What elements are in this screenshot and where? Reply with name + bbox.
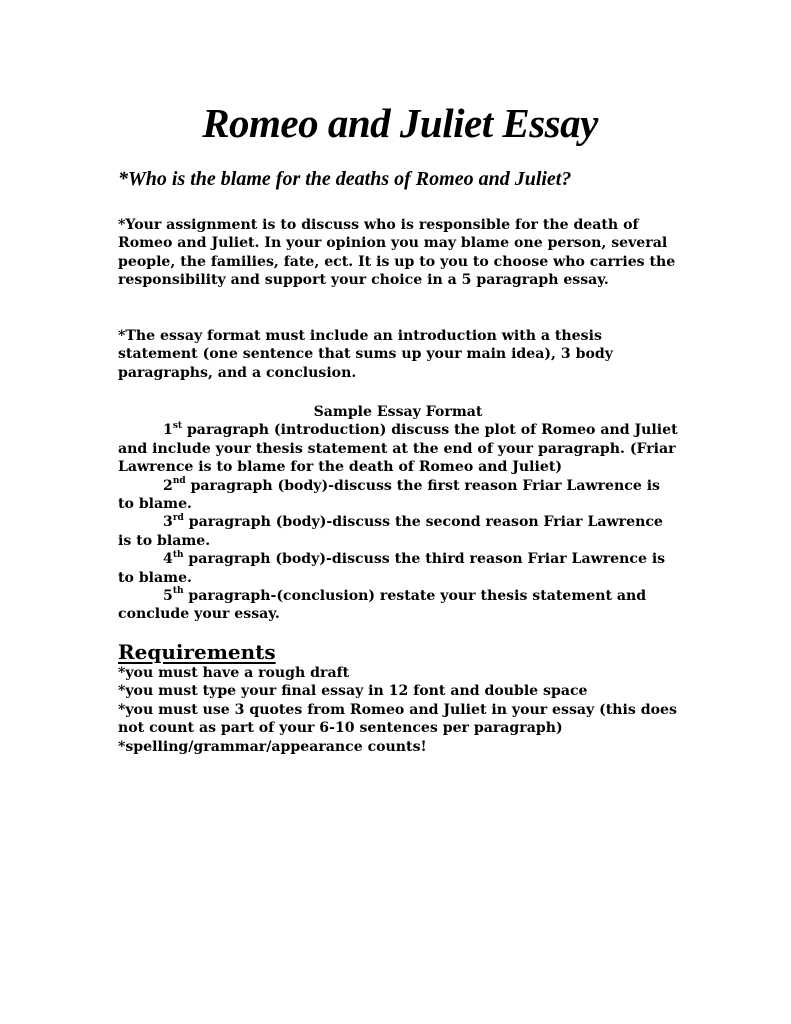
sample-format-heading: Sample Essay Format <box>313 404 483 420</box>
sample-item-text: paragraph (body)-discuss the third reason Friar Lawrence is to blame. <box>118 551 666 586</box>
sample-item-suffix: nd <box>172 475 186 486</box>
sample-item-text: paragraph (introduction) discuss the plot of Romeo and Juliet and include your thesis statement at the end of your paragraph. (Friar Lawrence is to blame for the death of Romeo and Juliet) <box>118 422 678 476</box>
page-title: Romeo and Juliet Essay <box>202 100 598 146</box>
sample-item-number: 3 <box>163 514 173 531</box>
sample-item-number: 1 <box>163 422 173 439</box>
requirement-item: *spelling/grammar/appearance counts! <box>118 738 427 755</box>
sample-item-suffix: th <box>172 586 184 597</box>
sample-item-3 <box>118 513 678 550</box>
sample-item-number: 5 <box>163 588 173 605</box>
sample-item-text: paragraph (body)-discuss the second reason Friar Lawrence is to blame. <box>118 514 663 549</box>
sample-item-suffix: th <box>172 549 184 560</box>
sample-item-number: 4 <box>163 551 173 568</box>
sample-item-4 <box>118 550 678 587</box>
sample-item-text: paragraph (body)-discuss the first reason Friar Lawrence is to blame. <box>118 477 660 513</box>
requirements-heading: Requirements <box>118 640 276 664</box>
sample-item-text: paragraph-(conclusion) restate your thesis statement and conclude your essay. <box>118 588 647 623</box>
requirements-list <box>118 664 688 756</box>
requirement-item: *you must type your final essay in 12 font and double space <box>118 683 588 700</box>
sample-item-number: 2 <box>163 477 173 494</box>
sample-item-suffix: st <box>172 420 183 431</box>
sample-item-suffix: rd <box>172 512 184 523</box>
sample-item-2 <box>118 477 678 514</box>
requirement-item: *you must have a rough draft <box>118 665 350 681</box>
format-paragraph: *The essay format must include an introduction with a thesis statement (one sentence that sums up your main idea), 3 body paragraphs, and a conclusion. <box>118 328 613 381</box>
sample-essay-format <box>118 403 678 624</box>
assignment-paragraph: *Your assignment is to discuss who is responsible for the death of Romeo and Juliet. In your opinion you may blame one person, several people, the families, fate, ect. It is up to you to choose who carries the responsibility and support your choice in a 5 paragraph essay. <box>118 217 676 289</box>
requirement-item: *you must use 3 quotes from Romeo and Juliet in your essay (this does not count as part of your 6-10 sentences per paragraph) <box>118 701 677 737</box>
sample-item-1 <box>118 421 678 476</box>
essay-question: *Who is the blame for the deaths of Romeo and Juliet? <box>118 168 572 190</box>
sample-item-5 <box>118 587 678 624</box>
